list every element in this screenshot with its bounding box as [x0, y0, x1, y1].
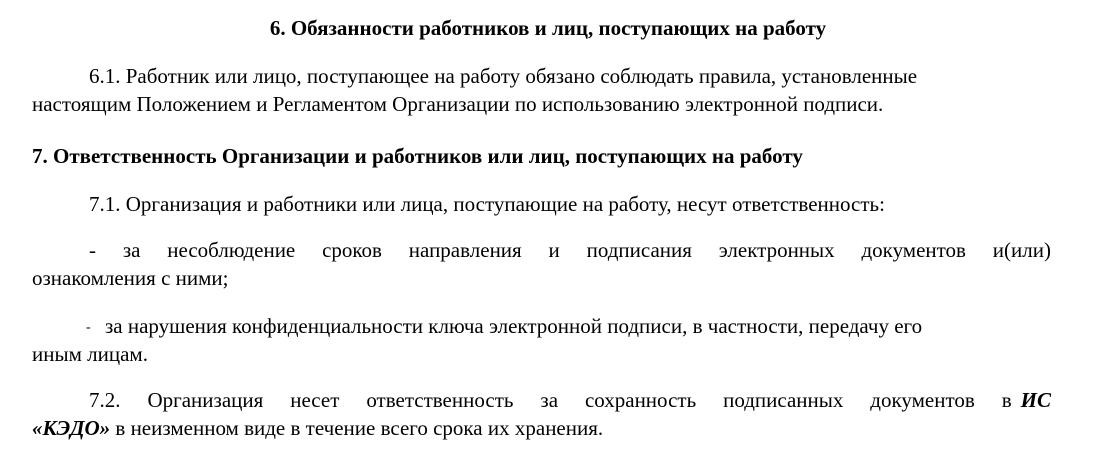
paragraph-6-1-line-1: 6.1. Работник или лицо, поступающее на работу обязано соблюдать правила, установленные [89, 64, 918, 88]
section-6-heading: 6. Обязанности работников и лиц, поступающих на работу [269, 16, 827, 40]
paragraph-7-2-is: ИС [1020, 388, 1051, 412]
paragraph-7-2-line-2 [32, 414, 603, 442]
list-item-2-dash: - [86, 320, 91, 335]
paragraph-7-2-text: 7.2. Организация несет ответственность за сохранность подписанных документов в [89, 388, 1012, 412]
paragraph-7-2-line-2-text: в неизменном виде в течение всего срока их хранения. [110, 416, 604, 440]
paragraph-7-2-kedo: «КЭДО» [32, 416, 111, 440]
list-item-2-line-2: иным лицам. [32, 342, 148, 366]
paragraph-6-1-line-2: настоящим Положением и Регламентом Организации по использованию электронной подписи. [32, 92, 884, 116]
paragraph-7-1: 7.1. Организация и работники или лица, поступающие на работу, несут ответственность: [89, 192, 885, 216]
paragraph-7-2-line-1 [89, 386, 1051, 414]
list-item-1-line-1: - за несоблюдение сроков направления и подписания электронных документов и(или) [89, 238, 1051, 262]
list-item-2-line-1: за нарушения конфиденциальности ключа электронной подписи, в частности, передачу его [105, 314, 923, 338]
list-item-1-line-2: ознакомления с ними; [32, 266, 229, 290]
section-7-heading: 7. Ответственность Организации и работников или лиц, поступающих на работу [32, 144, 803, 168]
